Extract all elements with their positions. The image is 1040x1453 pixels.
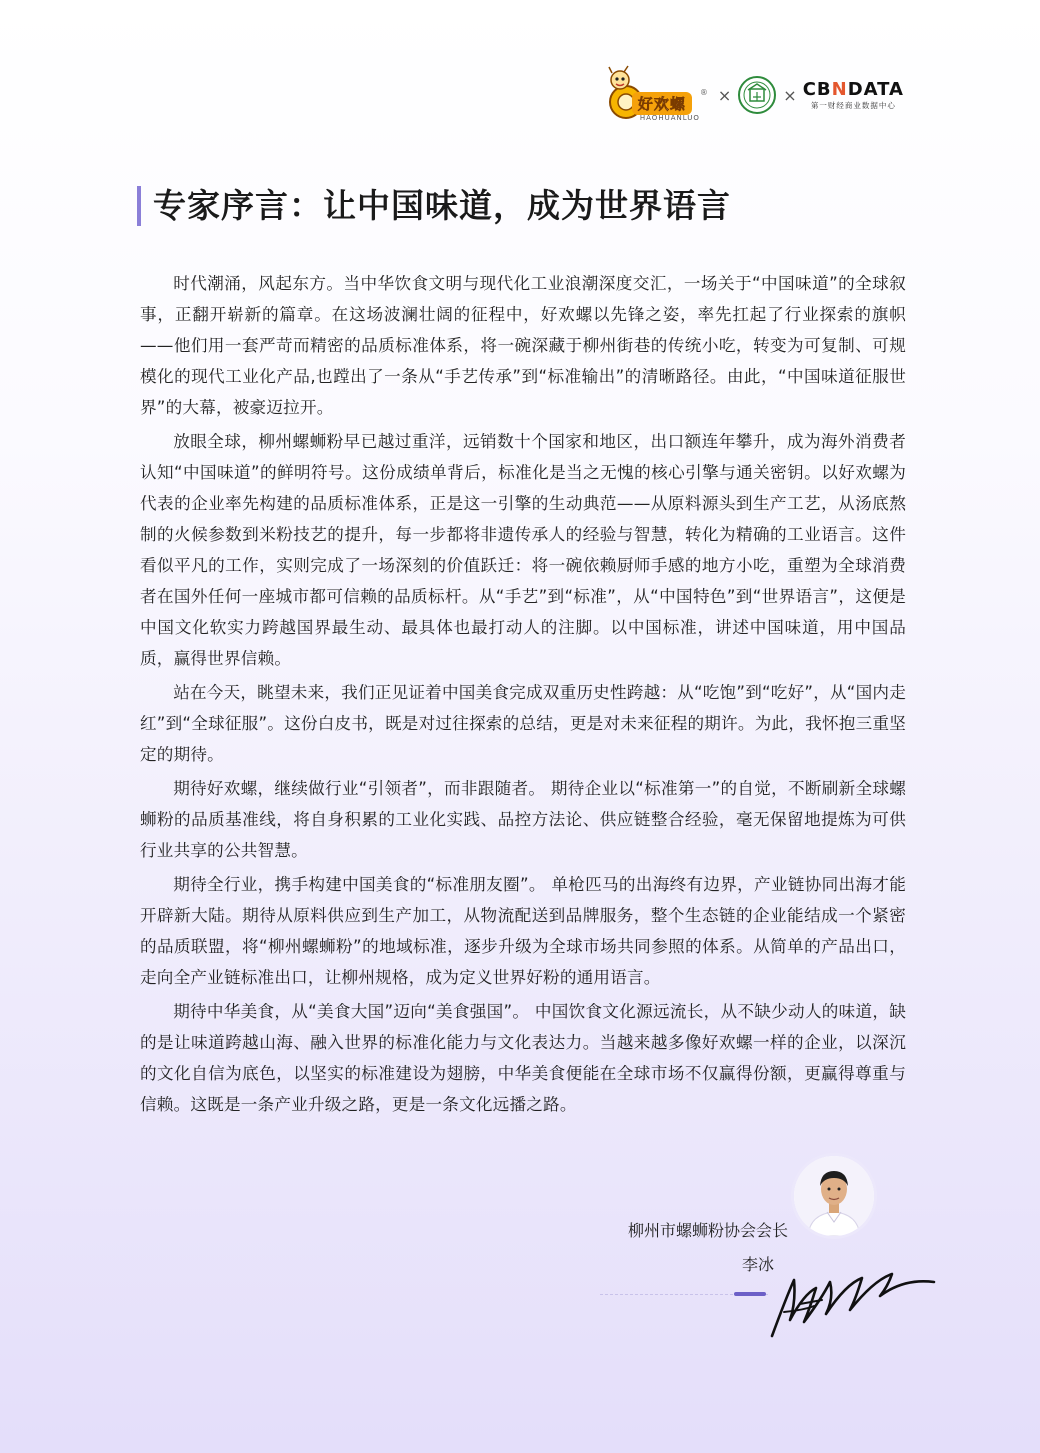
cbndata-logo: [803, 79, 904, 111]
author-avatar: [794, 1156, 874, 1236]
collab-times-symbol: ×: [717, 85, 732, 105]
paragraph-6: 期待中华美食，从“美食大国”迈向“美食强国”。 中国饮食文化源远流长，从不缺少动人的味道，缺的是让味道跨越山海、融入世界的标准化能力与文化表达力。当越来越多像好欢螺一样的企业，以深沉的文化自信为底色，以坚实的标准建设为翅膀，中华美食便能在全球市场不仅赢得份额，更赢得尊重与信赖。这既是一条产业升级之路，更是一条文化远播之路。: [140, 1002, 906, 1114]
association-emblem-icon: [737, 75, 777, 115]
preface-body: [140, 268, 906, 1123]
paragraph-2: 放眼全球，柳州螺蛳粉早已越过重洋，远销数十个国家和地区，出口额连年攀升，成为海外消费者认知“中国味道”的鲜明符号。这份成绩单背后，标准化是当之无愧的核心引擎与通关密钥。以好欢螺为代表的企业率先构建的品质标准体系，正是这一引擎的生动典范——从原料源头到生产工艺，从汤底熬制的火候参数到米粉技艺的提升，每一步都将非遗传承人的经验与智慧，转化为精确的工业语言。这件看似平凡的工作，实则完成了一场深刻的价值跃迁：将一碗依赖厨师手感的地方小吃，重塑为全球消费者在国外任何一座城市都可信赖的品质标杆。从“手艺”到“标准”，从“中国特色”到“世界语言”，这便是中国文化软实力跨越国界最生动、最具体也最打动人的注脚。以中国标准，讲述中国味道，用中国品质，赢得世界信赖。: [140, 432, 906, 668]
cbndata-logo-text: [803, 79, 904, 100]
collab-times-symbol-2: ×: [783, 85, 797, 105]
paragraph-1: 时代潮涌，风起东方。当中华饮食文明与现代化工业浪潮深度交汇，一场关于“中国味道”的全球叙事，正翻开崭新的篇章。在这场波澜壮阔的征程中，好欢螺以先锋之姿，率先扛起了行业探索的旗帜——他们用一套严苛而精密的品质标准体系，将一碗深藏于柳州街巷的传统小吃，转变为可复制、可规模化的现代工业化产品,也蹚出了一条从“手艺传承”到“标准输出”的清晰路径。由此，“中国味道征服世界”的大幕，被豪迈拉开。: [140, 274, 906, 417]
haohuanluo-logo-text: 好欢螺: [632, 92, 692, 115]
paragraph-4: 期待好欢螺，继续做行业“引领者”，而非跟随者。 期待企业以“标准第一”的自觉，不断刷新全球螺蛳粉的品质基准线，将自身积累的工业化实践、品控方法论、供应链整合经验，毫无保留地提炼为可供行业共享的公共智慧。: [140, 779, 906, 860]
cbndata-logo-part-b: DATA: [847, 79, 904, 100]
paragraph-3: 站在今天，眺望未来，我们正见证着中国美食完成双重历史性跨越：从“吃饱”到“吃好”，从“国内走红”到“全球征服”。这份白皮书，既是对过往探索的总结，更是对未来征程的期许。为此，我怀抱三重坚定的期待。: [140, 683, 906, 764]
cbndata-logo-part-x: N: [831, 79, 848, 100]
person-portrait-icon: [794, 1156, 874, 1236]
paragraph-5: 期待全行业，携手构建中国美食的“标准朋友圈”。 单枪匹马的出海终有边界，产业链协同出海才能开辟新大陆。期待从原料供应到生产加工，从物流配送到品牌服务，整个生态链的企业能结成一个紧密的品质联盟，将“柳州螺蛳粉”的地域标准，逐步升级为全球市场共同参照的体系。从简单的产品出口，走向全产业链标准出口，让柳州规格，成为定义世界好粉的通用语言。: [140, 875, 906, 987]
header-logos: [602, 64, 904, 126]
signature-divider-accent: [734, 1292, 766, 1296]
haohuanluo-logo-subtext: HAOHUANLUO: [639, 114, 700, 122]
cbndata-logo-part-a: CB: [802, 79, 832, 100]
handwritten-signature: [764, 1258, 944, 1348]
haohuanluo-logo: [602, 64, 712, 126]
registered-mark: ®: [699, 88, 708, 97]
author-name: 李冰: [741, 1255, 774, 1274]
page-title: 专家序言：让中国味道，成为世界语言: [137, 186, 731, 226]
author-position: 柳州市螺蛳粉协会会长: [627, 1221, 788, 1240]
cbndata-logo-subtext: 第一财经商业数据中心: [810, 101, 896, 110]
